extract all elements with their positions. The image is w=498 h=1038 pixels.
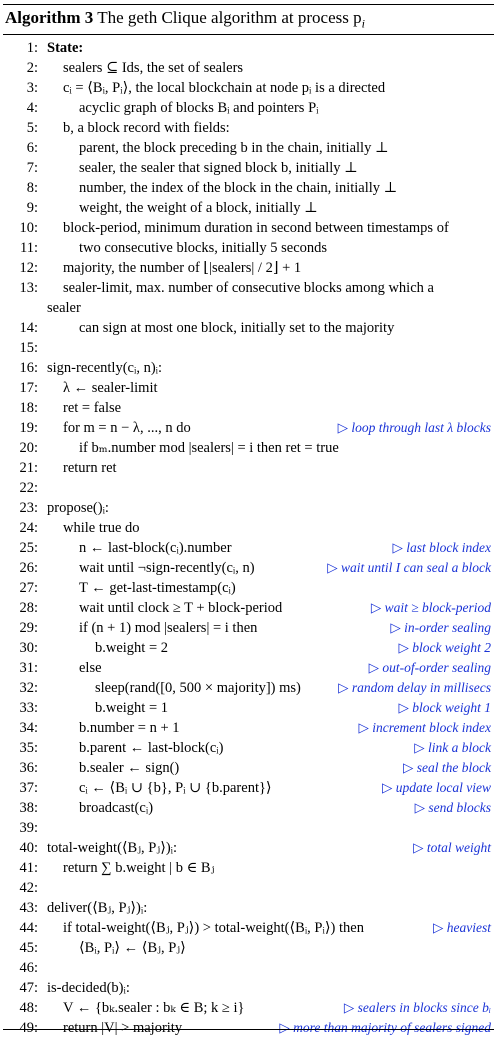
line-number: 48: [19, 1000, 38, 1016]
line-comment: ▷ total weight [413, 840, 491, 855]
line-number: 22: [19, 480, 38, 496]
line-code: acyclic graph of blocks Bᵢ and pointers Pᵢ [79, 100, 319, 116]
algorithm-line [3, 938, 494, 958]
algorithm-line [3, 278, 494, 298]
line-code: broadcast(cᵢ) [79, 800, 154, 816]
line-number: 6: [26, 140, 38, 156]
algorithm-line [3, 958, 494, 978]
line-number: 39: [19, 820, 38, 836]
line-number: 34: [19, 720, 38, 736]
line-code: b.parent ← last-block(cᵢ) [79, 740, 224, 756]
line-comment: ▷ update local view [382, 780, 491, 795]
line-code: State: [47, 40, 84, 56]
algorithm-line [3, 618, 494, 638]
line-code: if (n + 1) mod |sealers| = i then [79, 620, 258, 636]
caption-subscript: i [361, 16, 365, 31]
line-number: 45: [19, 940, 38, 956]
line-code: b.weight = 1 [95, 700, 169, 716]
line-number: 41: [19, 860, 38, 876]
line-comment: ▷ seal the block [403, 760, 491, 775]
algorithm-line [3, 678, 494, 698]
line-code: total-weight(⟨Bⱼ, Pⱼ⟩)ᵢ: [47, 840, 178, 856]
line-code: n ← last-block(cᵢ).number [79, 540, 232, 556]
line-number: 35: [19, 740, 38, 756]
line-code: wait until clock ≥ T + block-period [79, 600, 283, 616]
line-number: 43: [19, 900, 38, 916]
caption-rule [3, 34, 494, 35]
algorithm-line [3, 978, 494, 998]
line-code: else [79, 660, 102, 676]
algorithm-line [3, 178, 494, 198]
line-number: 26: [19, 560, 38, 576]
line-number: 2: [26, 60, 38, 76]
line-code: sleep(rand([0, 500 × majority]) ms) [95, 680, 301, 696]
line-number: 18: [19, 400, 38, 416]
line-code: sign-recently(cᵢ, n)ᵢ: [47, 360, 163, 376]
line-number: 3: [26, 80, 38, 96]
line-number: 40: [19, 840, 38, 856]
line-number: 28: [19, 600, 38, 616]
algorithm-line [3, 78, 494, 98]
algorithm-line [3, 778, 494, 798]
line-number: 5: [26, 120, 38, 136]
line-code: sealer-limit, max. number of consecutive blocks among which a [63, 280, 434, 296]
line-code: for m = n − λ, ..., n do [63, 420, 191, 436]
algorithm-line [3, 998, 494, 1018]
line-comment: ▷ in-order sealing [390, 620, 491, 635]
line-comment: ▷ random delay in millisecs [338, 680, 491, 695]
line-code: b.sealer ← sign() [79, 760, 180, 776]
line-code: parent, the block preceding b in the chain, initially ⊥ [79, 140, 389, 156]
line-comment: ▷ wait until I can seal a block [327, 560, 491, 575]
line-number: 17: [19, 380, 38, 396]
line-number: 10: [19, 220, 38, 236]
line-number: 20: [19, 440, 38, 456]
line-code: number, the index of the block in the chain, initially ⊥ [79, 180, 398, 196]
line-code: b.weight = 2 [95, 640, 169, 656]
line-code: sealer, the sealer that signed block b, initially ⊥ [79, 160, 358, 176]
line-code: if bₘ.number mod |sealers| = i then ret = true [79, 440, 339, 456]
algorithm-line [3, 758, 494, 778]
line-comment: ▷ more than majority of sealers signed [279, 1020, 491, 1035]
line-code: wait until ¬sign-recently(cᵢ, n) [79, 560, 255, 576]
algorithm-line [3, 238, 494, 258]
line-comment: ▷ heaviest [433, 920, 491, 935]
algorithm-line [3, 738, 494, 758]
line-number: 44: [19, 920, 38, 936]
line-number: 36: [19, 760, 38, 776]
line-number: 47: [19, 980, 38, 996]
algorithm-caption [5, 8, 365, 31]
algorithm-line [3, 158, 494, 178]
line-code: return |V| > majority [63, 1020, 183, 1036]
line-number: 7: [26, 160, 38, 176]
line-comment: ▷ link a block [414, 740, 491, 755]
line-number: 16: [19, 360, 38, 376]
algorithm-line [3, 38, 494, 58]
line-number: 30: [19, 640, 38, 656]
top-rule [3, 4, 494, 5]
algorithm-line [3, 898, 494, 918]
line-comment: ▷ loop through last λ blocks [337, 420, 491, 435]
line-code: cᵢ = ⟨Bᵢ, Pᵢ⟩, the local blockchain at node pᵢ is a directed [63, 80, 386, 96]
line-number: 25: [19, 540, 38, 556]
line-code: is-decided(b)ᵢ: [47, 980, 130, 996]
line-comment: ▷ block weight 1 [398, 700, 491, 715]
line-number: 15: [19, 340, 38, 356]
algorithm-line [3, 318, 494, 338]
algorithm-line [3, 798, 494, 818]
line-comment: ▷ last block index [392, 540, 491, 555]
line-comment: ▷ sealers in blocks since bᵢ [343, 1000, 491, 1015]
line-code: T ← get-last-timestamp(cᵢ) [79, 580, 236, 596]
line-comment: ▷ wait ≥ block-period [370, 600, 491, 615]
algorithm-line [3, 598, 494, 618]
algorithm-line [3, 418, 494, 438]
algorithm-line [3, 98, 494, 118]
line-code: sealer [47, 300, 81, 316]
algorithm-line [3, 878, 494, 898]
line-number: 14: [19, 320, 38, 336]
algorithm-line [3, 218, 494, 238]
line-number: 19: [19, 420, 38, 436]
line-code: return ∑ b.weight | b ∈ Bⱼ [63, 860, 215, 876]
line-number: 11: [20, 240, 38, 256]
algorithm-line [3, 118, 494, 138]
line-code: weight, the weight of a block, initially ⊥ [79, 200, 318, 216]
line-code: propose()ᵢ: [47, 500, 109, 516]
line-number: 37: [19, 780, 38, 796]
algorithm-line [3, 518, 494, 538]
line-number: 29: [19, 620, 38, 636]
line-comment: ▷ increment block index [358, 720, 491, 735]
line-code: b.number = n + 1 [79, 720, 180, 736]
line-number: 4: [26, 100, 38, 116]
algorithm-line [3, 398, 494, 418]
algorithm-line [3, 438, 494, 458]
algorithm-box [3, 4, 494, 1036]
line-number: 49: [19, 1020, 38, 1036]
line-number: 1: [26, 40, 38, 56]
line-code: can sign at most one block, initially set to the majority [79, 320, 395, 336]
algorithm-line [3, 918, 494, 938]
algorithm-line [3, 58, 494, 78]
algorithm-line [3, 698, 494, 718]
algorithm-line [3, 538, 494, 558]
line-code: block-period, minimum duration in second between timestamps of [63, 220, 449, 236]
algorithm-line [3, 298, 494, 318]
algorithm-line [3, 498, 494, 518]
line-number: 13: [19, 280, 38, 296]
line-comment: ▷ block weight 2 [398, 640, 491, 655]
line-number: 33: [19, 700, 38, 716]
line-number: 23: [19, 500, 38, 516]
line-code: b, a block record with fields: [63, 120, 230, 136]
algorithm-line [3, 1018, 494, 1038]
line-comment: ▷ out-of-order sealing [368, 660, 491, 675]
line-code: V ← {bₖ.sealer : bₖ ∈ B; k ≥ i} [63, 1000, 245, 1016]
algorithm-line [3, 458, 494, 478]
algorithm-line [3, 558, 494, 578]
line-code: cᵢ ← ⟨Bᵢ ∪ {b}, Pᵢ ∪ {b.parent}⟩ [79, 780, 272, 796]
line-code: ⟨Bᵢ, Pᵢ⟩ ← ⟨Bⱼ, Pⱼ⟩ [79, 940, 186, 956]
algorithm-line [3, 358, 494, 378]
line-number: 9: [26, 200, 38, 216]
algorithm-line [3, 198, 494, 218]
line-code: deliver(⟨Bⱼ, Pⱼ⟩)ᵢ: [47, 900, 148, 916]
algorithm-line [3, 258, 494, 278]
algorithm-line [3, 338, 494, 358]
algorithm-line [3, 838, 494, 858]
caption-label: Algorithm 3 [5, 8, 94, 27]
algorithm-line [3, 658, 494, 678]
algorithm-line [3, 858, 494, 878]
line-comment: ▷ send blocks [414, 800, 491, 815]
line-number: 38: [19, 800, 38, 816]
line-code: λ ← sealer-limit [63, 380, 158, 396]
line-code: ret = false [63, 400, 122, 416]
line-code: return ret [63, 460, 117, 476]
caption-title: The geth Clique algorithm at process p [97, 8, 362, 27]
line-number: 46: [19, 960, 38, 976]
algorithm-line [3, 578, 494, 598]
line-number: 42: [19, 880, 38, 896]
line-number: 21: [19, 460, 38, 476]
algorithm-line [3, 478, 494, 498]
line-number: 27: [19, 580, 38, 596]
line-number: 32: [19, 680, 38, 696]
line-number: 12: [19, 260, 38, 276]
algorithm-line [3, 718, 494, 738]
line-number: 24: [19, 520, 38, 536]
line-code: two consecutive blocks, initially 5 seconds [79, 240, 328, 256]
line-number: 31: [19, 660, 38, 676]
line-code: sealers ⊆ Ids, the set of sealers [63, 60, 244, 76]
line-code: while true do [63, 520, 140, 536]
bottom-rule [3, 1029, 494, 1030]
algorithm-line [3, 138, 494, 158]
algorithm-line [3, 818, 494, 838]
algorithm-line [3, 638, 494, 658]
line-code: majority, the number of ⌊|sealers| / 2⌋ + 1 [63, 260, 302, 276]
line-code: if total-weight(⟨Bⱼ, Pⱼ⟩) > total-weight(⟨Bᵢ, Pᵢ⟩) then [63, 920, 364, 936]
line-number: 8: [26, 180, 38, 196]
algorithm-line [3, 378, 494, 398]
